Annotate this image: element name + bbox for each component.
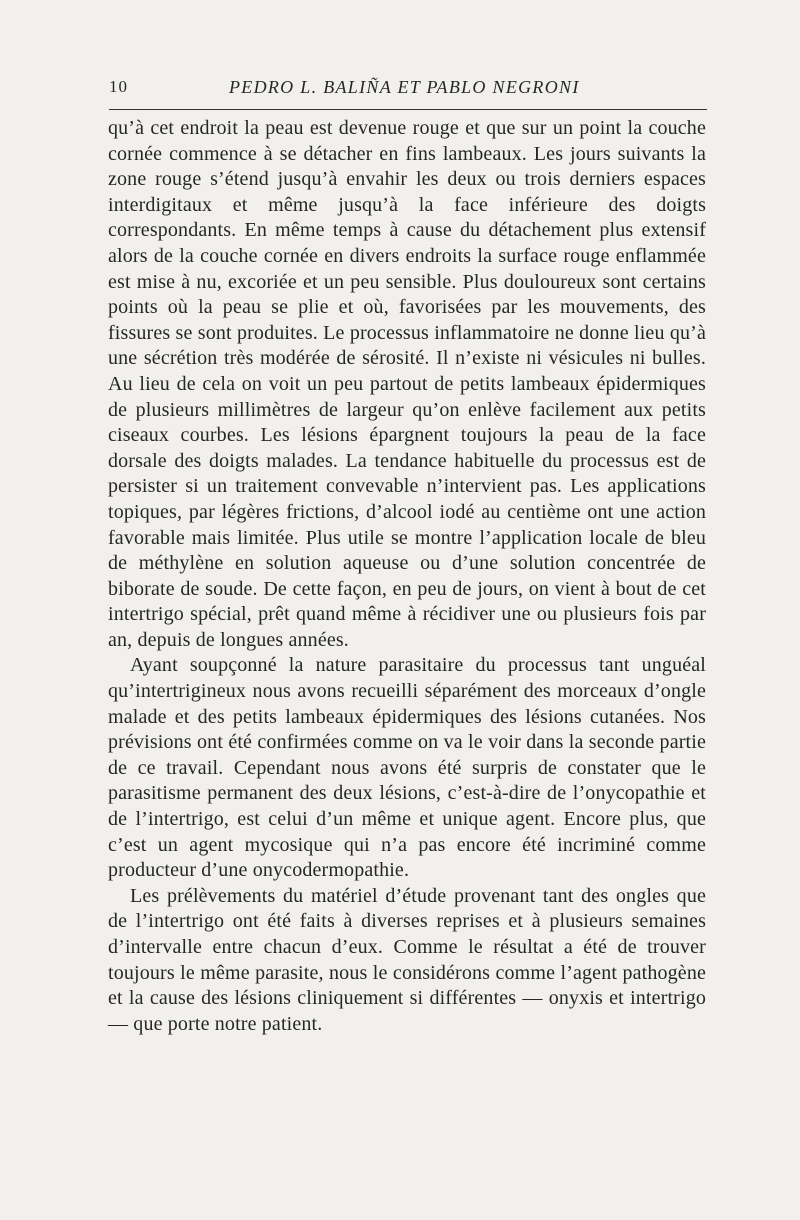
paragraph-continued: qu’à cet endroit la peau est devenue rouge et que sur un point la couche cornée commence à se détacher en fins lambeaux. Les jours suivants la zone rouge s’étend jusqu’à envahir les deux ou trois derniers espaces interdigitaux et même jusqu’à la face inférieure des doigts correspondants. En même temps à cause du détachement plus extensif alors de la couche cornée en divers endroits la surface rouge enflammée est mise à nu, excoriée et un peu sensible. Plus douloureux sont certains points où la peau se plie et où, favorisées par les mouvements, des fissures se sont produites. Le processus inflammatoire ne donne lieu qu’à une sécrétion très modérée de sérosité. Il n’existe ni vésicules ni bulles. Au lieu de cela on voit un peu partout de petits lambeaux épidermiques de plusieurs millimètres de largeur qu’on enlève facilement aux petits ciseaux courbes. Les lésions épargnent toujours la peau de la face dorsale des doigts malades. La tendance habituelle du processus est de persister si un traitement convevable n’intervient pas. Les applications topiques, par légères frictions, d’alcool iodé au centième ont une action favorable mais limitée. Plus utile se montre l’application locale de bleu de méthylène en solution aqueuse ou d’une solution concentrée de biborate de soude. De cette façon, en peu de jours, on vient à bout de cet intertrigo spécial, prêt quand même à récidiver une ou plusieurs fois par an, depuis de longues années. bbox=[108, 117, 706, 651]
paragraph-samples: Les prélèvements du matériel d’étude provenant tant des ongles que de l’intertrigo ont été faits à diverses reprises et à plusieurs semaines d’intervalle entre chacun d’eux. Comme le résultat a été de trouver toujours le même parasite, nous le considérons comme l’agent pathogène et la cause des lésions cliniquement si différentes — onyxis et intertrigo — que porte notre patient. bbox=[108, 884, 706, 1035]
page-number: 10 bbox=[109, 77, 128, 96]
running-head bbox=[109, 77, 707, 101]
header-rule bbox=[109, 109, 707, 110]
body-text bbox=[108, 116, 706, 1037]
paragraph-suspicion: Ayant soupçonné la nature parasitaire du processus tant unguéal qu’intertrigineux nous avons recueilli séparément des morceaux d’ongle malade et des petits lambeaux épidermiques des lésions cutanées. Nos prévisions ont été confirmées comme on va le voir dans la seconde partie de ce travail. Cependant nous avons été surpris de constater que le parasitisme permanent des deux lésions, c’est-à-dire de l’onycopathie et de l’intertrigo, est celui d’un même et unique agent. Encore plus, que c’est un agent mycosique qui n’a pas encore été incriminé comme producteur d’une onycodermopathie. bbox=[108, 654, 706, 882]
running-title: PEDRO L. BALIÑA ET PABLO NEGRONI bbox=[229, 77, 580, 97]
